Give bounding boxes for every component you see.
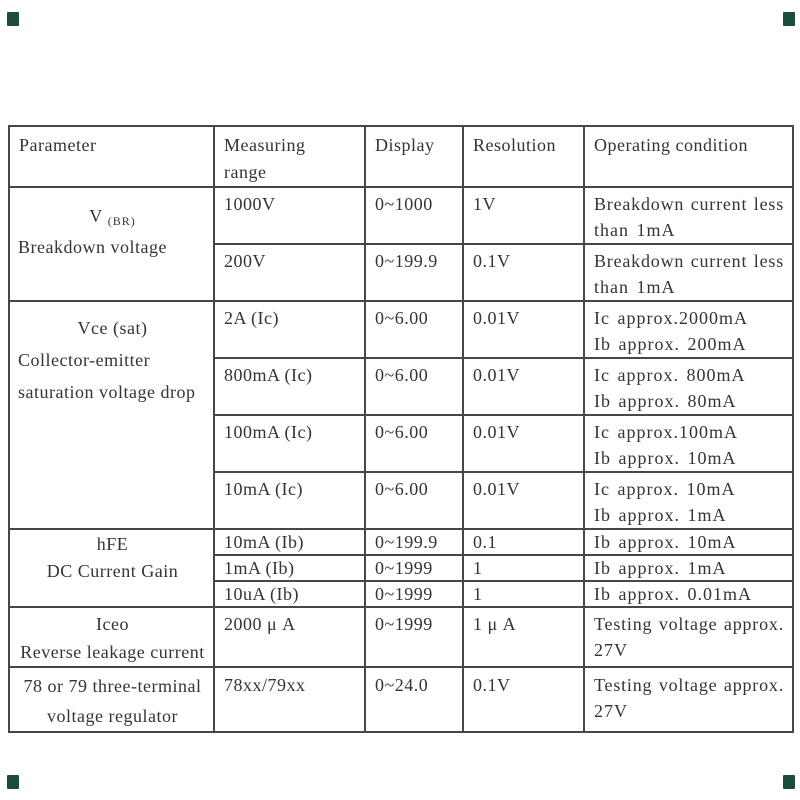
cell-display xyxy=(365,472,463,529)
display-value: 0~6.00 xyxy=(375,422,429,442)
header-row xyxy=(9,126,793,187)
cell-condition xyxy=(584,667,793,732)
resolution-value: 1 μ A xyxy=(473,614,517,634)
cell-display xyxy=(365,607,463,667)
condition-word: voltage xyxy=(658,675,718,695)
condition-line xyxy=(594,611,784,637)
parameter-line xyxy=(16,233,209,262)
parameter-line xyxy=(16,671,209,701)
parameter-subscript: (BR) xyxy=(107,214,136,228)
range-value: 78xx/79xx xyxy=(224,675,306,695)
display-value: 0~6.00 xyxy=(375,308,429,328)
cell-range xyxy=(214,529,365,555)
condition-word: Breakdown xyxy=(594,251,685,271)
parameter-line xyxy=(16,376,209,408)
cell-resolution xyxy=(463,415,584,472)
range-value: 200V xyxy=(224,251,266,271)
cell-resolution xyxy=(463,607,584,667)
spec-table xyxy=(8,125,794,733)
condition-word: less xyxy=(753,194,784,214)
cell-parameter xyxy=(9,607,214,667)
display-value: 0~1999 xyxy=(375,558,433,578)
parameter-text: hFE xyxy=(96,534,129,554)
parameter-text: 78 or 79 three-terminal xyxy=(23,676,202,696)
cell-condition xyxy=(584,472,793,529)
resolution-value: 1 xyxy=(473,584,483,604)
column-header-line: Resolution xyxy=(473,135,557,155)
cell-resolution xyxy=(463,529,584,555)
column-header-line: Display xyxy=(375,135,435,155)
cell-condition xyxy=(584,581,793,607)
resolution-value: 0.01V xyxy=(473,479,520,499)
resolution-value: 0.1V xyxy=(473,675,511,695)
condition-word: Breakdown xyxy=(594,194,685,214)
condition-word: approx. xyxy=(723,675,784,695)
cell-range xyxy=(214,415,365,472)
display-value: 0~199.9 xyxy=(375,532,438,552)
condition-line: Ib approx. 200mA xyxy=(594,334,747,354)
condition-line: Ib approx. 0.01mA xyxy=(594,584,752,604)
cell-condition xyxy=(584,529,793,555)
condition-word: current xyxy=(690,251,748,271)
table-row xyxy=(9,607,793,667)
condition-line: Ib approx. 10mA xyxy=(594,532,737,552)
parameter-text: Iceo xyxy=(96,614,129,634)
parameter-text: Breakdown voltage xyxy=(18,237,167,257)
table-row xyxy=(9,529,793,555)
cell-resolution xyxy=(463,244,584,301)
parameter-text: Vce (sat) xyxy=(77,318,148,338)
parameter-text: voltage regulator xyxy=(47,706,178,726)
cell-parameter xyxy=(9,301,214,529)
table-row xyxy=(9,301,793,358)
range-value: 10mA (Ib) xyxy=(224,532,304,552)
table-body xyxy=(9,187,793,732)
parameter-text: Reverse leakage current xyxy=(20,642,205,662)
parameter-line xyxy=(16,610,209,638)
cell-range xyxy=(214,607,365,667)
cell-range xyxy=(214,472,365,529)
condition-line: Ic approx.100mA xyxy=(594,422,738,442)
condition-line: Ic approx. 800mA xyxy=(594,365,746,385)
condition-line: than 1mA xyxy=(594,220,676,240)
column-header-line: range xyxy=(224,162,267,182)
condition-word: approx. xyxy=(723,614,784,634)
range-value: 2000 μ A xyxy=(224,614,296,634)
parameter-text: DC Current Gain xyxy=(46,561,179,581)
cell-display xyxy=(365,581,463,607)
parameter-text: saturation voltage drop xyxy=(18,382,196,402)
range-value: 800mA (Ic) xyxy=(224,365,313,385)
condition-word: current xyxy=(690,194,748,214)
cell-resolution xyxy=(463,187,584,244)
parameter-line xyxy=(16,202,209,233)
condition-word: Testing xyxy=(594,675,653,695)
cell-display xyxy=(365,187,463,244)
cell-resolution xyxy=(463,358,584,415)
range-value: 1mA (Ib) xyxy=(224,558,295,578)
resolution-value: 0.01V xyxy=(473,308,520,328)
parameter-line xyxy=(16,344,209,376)
parameter-line xyxy=(16,701,209,731)
parameter-line xyxy=(16,638,209,666)
display-value: 0~1000 xyxy=(375,194,433,214)
cell-range xyxy=(214,244,365,301)
cell-resolution xyxy=(463,555,584,581)
display-value: 0~6.00 xyxy=(375,479,429,499)
cell-condition xyxy=(584,244,793,301)
cell-range xyxy=(214,581,365,607)
parameter-text: Collector-emitter xyxy=(18,350,151,370)
column-header xyxy=(9,126,214,187)
cell-resolution xyxy=(463,581,584,607)
condition-line xyxy=(594,191,784,217)
table-row xyxy=(9,667,793,732)
resolution-value: 0.1 xyxy=(473,532,497,552)
table-header xyxy=(9,126,793,187)
cell-display xyxy=(365,415,463,472)
condition-word: voltage xyxy=(658,614,718,634)
column-header xyxy=(214,126,365,187)
display-value: 0~1999 xyxy=(375,614,433,634)
parameter-line xyxy=(16,312,209,344)
range-value: 100mA (Ic) xyxy=(224,422,313,442)
condition-line: 27V xyxy=(594,640,628,660)
range-value: 10mA (Ic) xyxy=(224,479,303,499)
corner-mark-bottom-right xyxy=(783,775,795,789)
resolution-value: 0.1V xyxy=(473,251,511,271)
parameter-line xyxy=(16,531,209,558)
table-row xyxy=(9,187,793,244)
cell-condition xyxy=(584,607,793,667)
cell-condition xyxy=(584,358,793,415)
range-value: 1000V xyxy=(224,194,276,214)
cell-display xyxy=(365,667,463,732)
condition-line: Ib approx. 1mA xyxy=(594,558,727,578)
condition-line: 27V xyxy=(594,701,628,721)
resolution-value: 1 xyxy=(473,558,483,578)
condition-line: Ic approx. 10mA xyxy=(594,479,736,499)
cell-parameter xyxy=(9,529,214,607)
cell-condition xyxy=(584,187,793,244)
condition-word: less xyxy=(753,251,784,271)
display-value: 0~6.00 xyxy=(375,365,429,385)
range-value: 2A (Ic) xyxy=(224,308,279,328)
cell-parameter xyxy=(9,187,214,301)
resolution-value: 0.01V xyxy=(473,422,520,442)
corner-mark-bottom-left xyxy=(7,775,19,789)
cell-display xyxy=(365,358,463,415)
cell-range xyxy=(214,187,365,244)
parameter-text: V xyxy=(89,206,103,226)
display-value: 0~24.0 xyxy=(375,675,429,695)
corner-mark-top-left xyxy=(7,12,19,26)
condition-line: Ib approx. 1mA xyxy=(594,505,727,525)
range-value: 10uA (Ib) xyxy=(224,584,299,604)
column-header xyxy=(584,126,793,187)
cell-resolution xyxy=(463,301,584,358)
cell-range xyxy=(214,667,365,732)
column-header-line: Parameter xyxy=(19,135,97,155)
condition-line: than 1mA xyxy=(594,277,676,297)
cell-display xyxy=(365,244,463,301)
condition-line: Ic approx.2000mA xyxy=(594,308,748,328)
column-header-line: Operating condition xyxy=(594,135,748,155)
cell-display xyxy=(365,529,463,555)
cell-condition xyxy=(584,555,793,581)
cell-range xyxy=(214,301,365,358)
condition-line xyxy=(594,672,784,698)
resolution-value: 1V xyxy=(473,194,496,214)
column-header xyxy=(365,126,463,187)
display-value: 0~199.9 xyxy=(375,251,438,271)
cell-display xyxy=(365,555,463,581)
column-header xyxy=(463,126,584,187)
resolution-value: 0.01V xyxy=(473,365,520,385)
cell-resolution xyxy=(463,667,584,732)
parameter-line xyxy=(16,558,209,585)
condition-line xyxy=(594,248,784,274)
cell-condition xyxy=(584,415,793,472)
condition-word: Testing xyxy=(594,614,653,634)
cell-resolution xyxy=(463,472,584,529)
cell-range xyxy=(214,358,365,415)
condition-line: Ib approx. 80mA xyxy=(594,391,737,411)
corner-mark-top-right xyxy=(783,12,795,26)
column-header-line: Measuring xyxy=(224,135,306,155)
cell-parameter xyxy=(9,667,214,732)
condition-line: Ib approx. 10mA xyxy=(594,448,737,468)
display-value: 0~1999 xyxy=(375,584,433,604)
cell-range xyxy=(214,555,365,581)
cell-condition xyxy=(584,301,793,358)
cell-display xyxy=(365,301,463,358)
